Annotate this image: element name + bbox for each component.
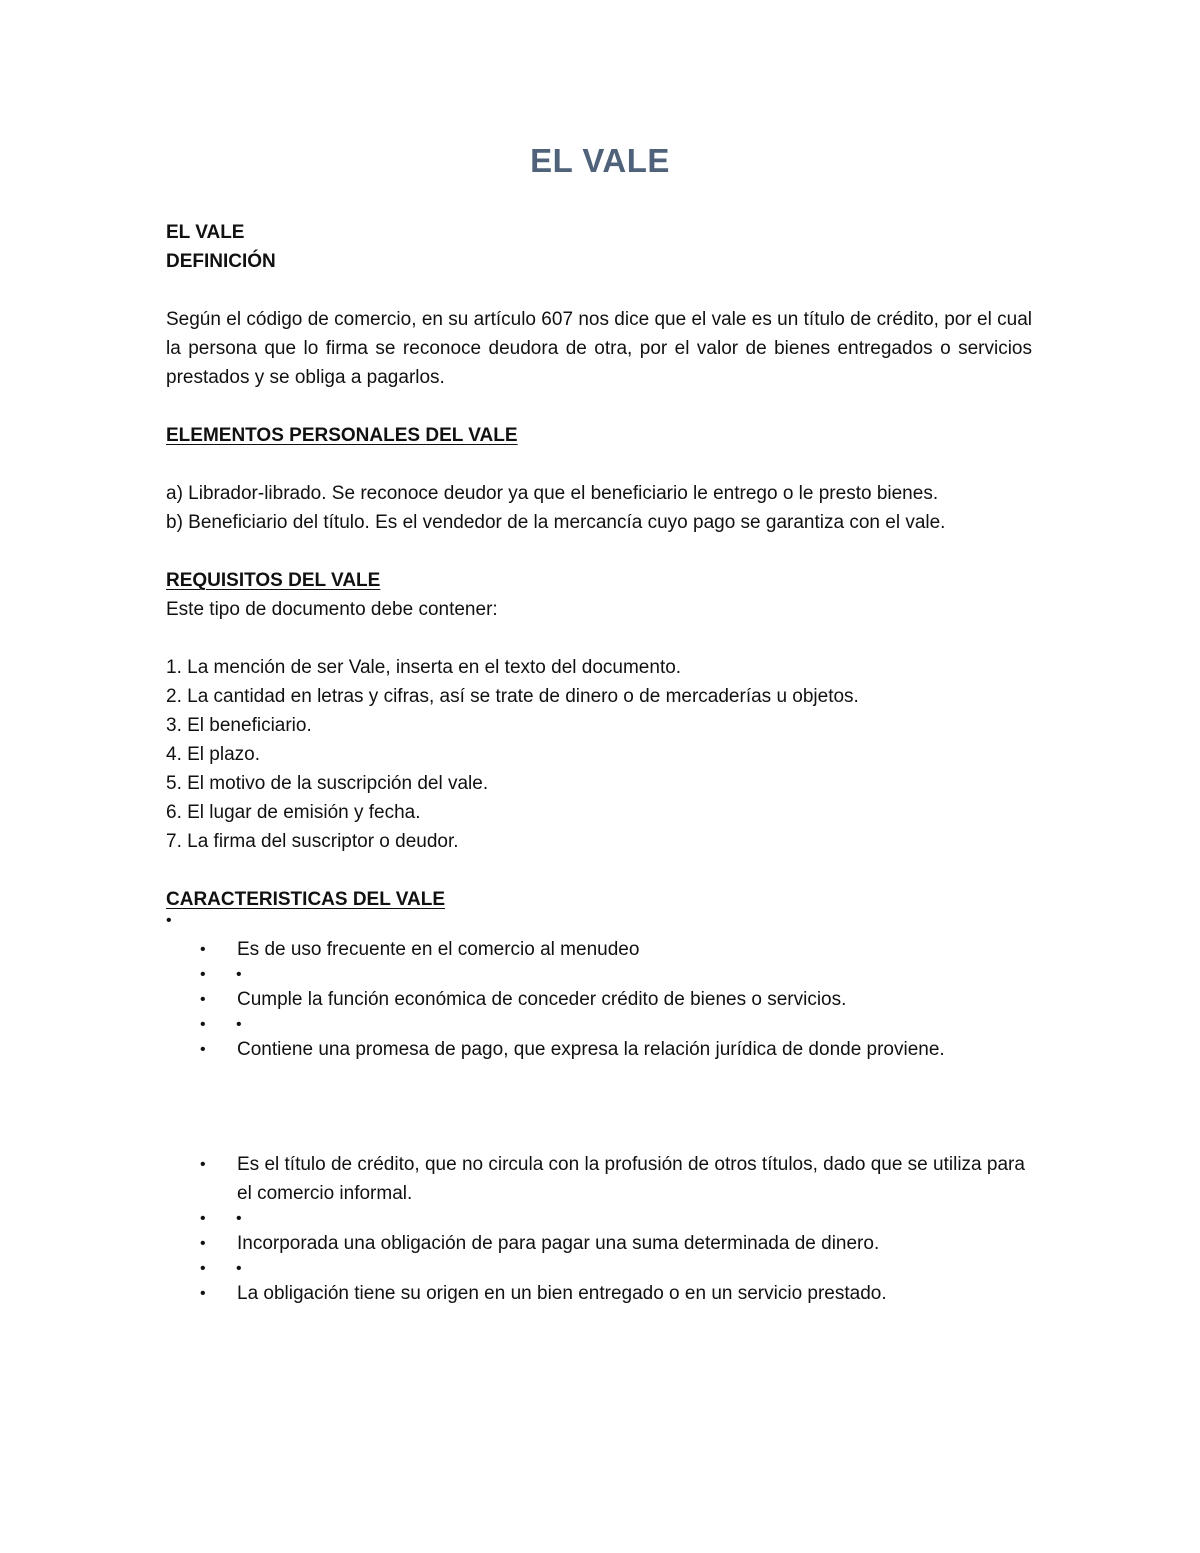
bullet-icon: •	[200, 1156, 206, 1173]
list-item	[166, 985, 1032, 1014]
definition-paragraph: Según el código de comercio, en su artículo 607 nos dice que el vale es un título de crédito, por el cual la persona que lo firma se reconoce deudora de otra, por el valor de bienes entregados o servicios prestados y se obliga a pagarlos.	[166, 309, 1032, 388]
requirement-item: 4. El plazo.	[166, 744, 260, 765]
bullet-icon: •	[200, 991, 206, 1008]
empty-list-item	[166, 1014, 1032, 1035]
characteristic-text: Incorporada una obligación de para pagar una suma determinada de dinero.	[237, 1233, 880, 1254]
bullet-icon: •	[200, 1285, 206, 1302]
list-item	[166, 1229, 1032, 1258]
document-body	[166, 218, 1032, 1308]
requirement-item: 2. La cantidad en letras y cifras, así se trate de dinero o de mercaderías u objetos.	[166, 686, 859, 707]
list-item	[166, 1150, 1032, 1208]
personal-element-a: a) Librador-librado. Se reconoce deudor ya que el beneficiario le entrego o le presto bienes.	[166, 483, 939, 504]
stray-bullet	[166, 914, 1032, 935]
requirement-item: 1. La mención de ser Vale, inserta en el texto del documento.	[166, 657, 682, 678]
bullet-icon: •	[200, 966, 206, 983]
bullet-icon: •	[200, 941, 206, 958]
bullet-icon: •	[236, 966, 242, 983]
requirement-item: 5. El motivo de la suscripción del vale.	[166, 773, 489, 794]
characteristic-text: Es de uso frecuente en el comercio al menudeo	[237, 939, 640, 960]
requirement-item: 3. El beneficiario.	[166, 715, 312, 736]
characteristic-text: Es el título de crédito, que no circula con la profusión de otros títulos, dado que se utiliza para el comercio informal.	[237, 1154, 1025, 1204]
bullet-icon: •	[166, 912, 172, 929]
empty-list-item	[166, 1258, 1032, 1279]
empty-list-item	[166, 964, 1032, 985]
bullet-icon: •	[200, 1041, 206, 1058]
bullet-icon: •	[200, 1210, 206, 1227]
list-item	[166, 1035, 1032, 1064]
requirements-intro: Este tipo de documento debe contener:	[166, 599, 498, 620]
heading-requisitos: REQUISITOS DEL VALE	[166, 570, 381, 591]
characteristic-text: La obligación tiene su origen en un bien entregado o en un servicio prestado.	[237, 1283, 887, 1304]
bullet-icon: •	[236, 1260, 242, 1277]
bullet-icon: •	[200, 1016, 206, 1033]
heading-elementos-personales: ELEMENTOS PERSONALES DEL VALE	[166, 425, 518, 446]
characteristic-text: Contiene una promesa de pago, que expresa la relación jurídica de donde proviene.	[237, 1039, 945, 1060]
personal-element-b: b) Beneficiario del título. Es el vendedor de la mercancía cuyo pago se garantiza con el vale.	[166, 512, 946, 533]
characteristic-text: Cumple la función económica de conceder crédito de bienes o servicios.	[237, 989, 847, 1010]
heading-caracteristicas: CARACTERISTICAS DEL VALE	[166, 889, 446, 910]
empty-list-item	[166, 1208, 1032, 1229]
list-item	[166, 935, 1032, 964]
requirement-item: 7. La firma del suscriptor o deudor.	[166, 831, 459, 852]
bullet-icon: •	[236, 1016, 242, 1033]
heading-el-vale: EL VALE	[166, 222, 245, 243]
bullet-icon: •	[200, 1235, 206, 1252]
heading-definicion: DEFINICIÓN	[166, 251, 276, 272]
requirement-item: 6. El lugar de emisión y fecha.	[166, 802, 421, 823]
document-title: EL VALE	[530, 142, 670, 179]
list-item	[166, 1279, 1032, 1308]
bullet-icon: •	[236, 1210, 242, 1227]
bullet-icon: •	[200, 1260, 206, 1277]
